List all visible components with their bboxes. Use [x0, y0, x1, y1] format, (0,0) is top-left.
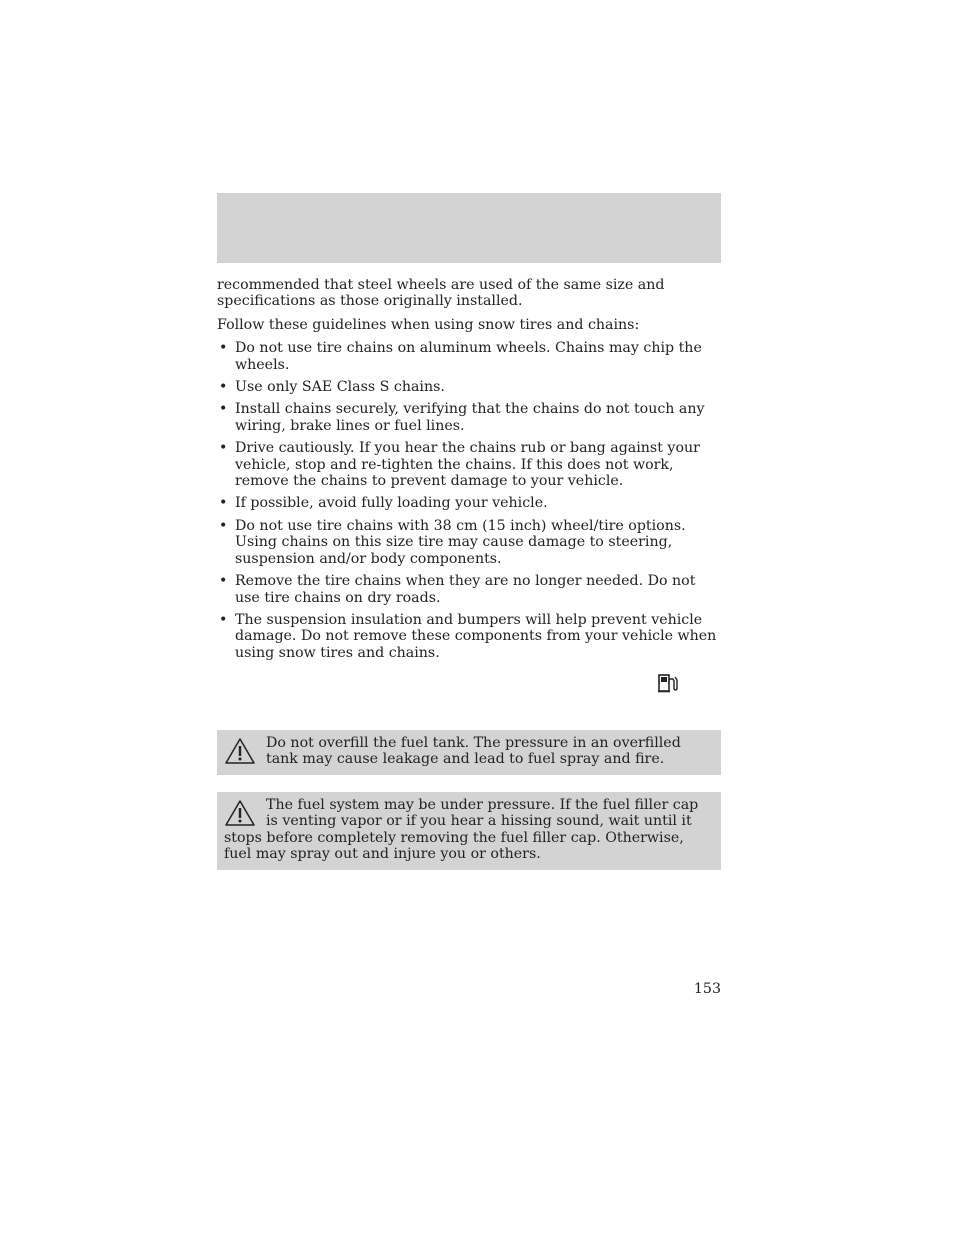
bullet-marker: •	[219, 611, 228, 628]
bullet-marker: •	[219, 340, 228, 357]
list-item	[217, 440, 721, 489]
list-item-text: If possible, avoid fully loading your vehicle.	[235, 495, 548, 512]
list-item	[217, 340, 721, 373]
warning-box	[217, 792, 721, 870]
list-item	[217, 518, 721, 567]
bullet-marker: •	[219, 573, 228, 590]
list-item	[217, 612, 721, 661]
list-item-text: Drive cautiously. If you hear the chains rub or bang against your vehicle, stop and re-tighten the chains. If this does not work, remove the chains to prevent damage to your vehicle.	[235, 440, 700, 490]
page-content	[217, 277, 721, 667]
list-item	[217, 573, 721, 606]
warning-triangle-icon	[224, 737, 256, 765]
intro-line: specifications as those originally installed.	[217, 293, 523, 310]
bullet-marker: •	[219, 495, 228, 512]
bullet-marker: •	[219, 440, 228, 457]
list-item	[217, 495, 721, 511]
warning-triangle-icon	[224, 799, 256, 827]
list-item	[217, 379, 721, 395]
warning-text: The fuel system may be under pressure. If the fuel filler cap is venting vapor or if you hear a hissing sound, wait until it stops before completely removing the fuel filler cap. Otherwise, fuel may spray out and injure you or others.	[224, 797, 699, 863]
bullet-marker: •	[219, 401, 228, 418]
list-item-text: Use only SAE Class S chains.	[235, 379, 445, 396]
bullet-marker: •	[219, 379, 228, 396]
guideline-intro: Follow these guidelines when using snow tires and chains:	[217, 316, 640, 333]
intro-paragraph	[217, 277, 721, 310]
warning-box	[217, 730, 721, 775]
list-item-text: Do not use tire chains with 38 cm (15 inch) wheel/tire options. Using chains on this size tire may cause damage to steering, suspension and/or body components.	[235, 517, 686, 567]
page-number: 153	[693, 981, 721, 997]
section-header-bar	[217, 193, 721, 263]
warning-text: Do not overfill the fuel tank. The pressure in an overfilled tank may cause leakage and lead to fuel spray and fire.	[266, 735, 681, 768]
list-item-text: Remove the tire chains when they are no longer needed. Do not use tire chains on dry roads.	[235, 573, 696, 606]
list-item-text: The suspension insulation and bumpers will help prevent vehicle damage. Do not remove these components from your vehicle when using snow tires and chains.	[235, 611, 717, 661]
list-item	[217, 401, 721, 434]
fuel-pump-icon	[657, 672, 679, 694]
guideline-list	[217, 340, 721, 661]
list-item-text: Do not use tire chains on aluminum wheels. Chains may chip the wheels.	[235, 340, 702, 373]
bullet-marker: •	[219, 517, 228, 534]
intro-line: recommended that steel wheels are used of the same size and	[217, 277, 665, 293]
list-item-text: Install chains securely, verifying that the chains do not touch any wiring, brake lines or fuel lines.	[235, 401, 705, 434]
